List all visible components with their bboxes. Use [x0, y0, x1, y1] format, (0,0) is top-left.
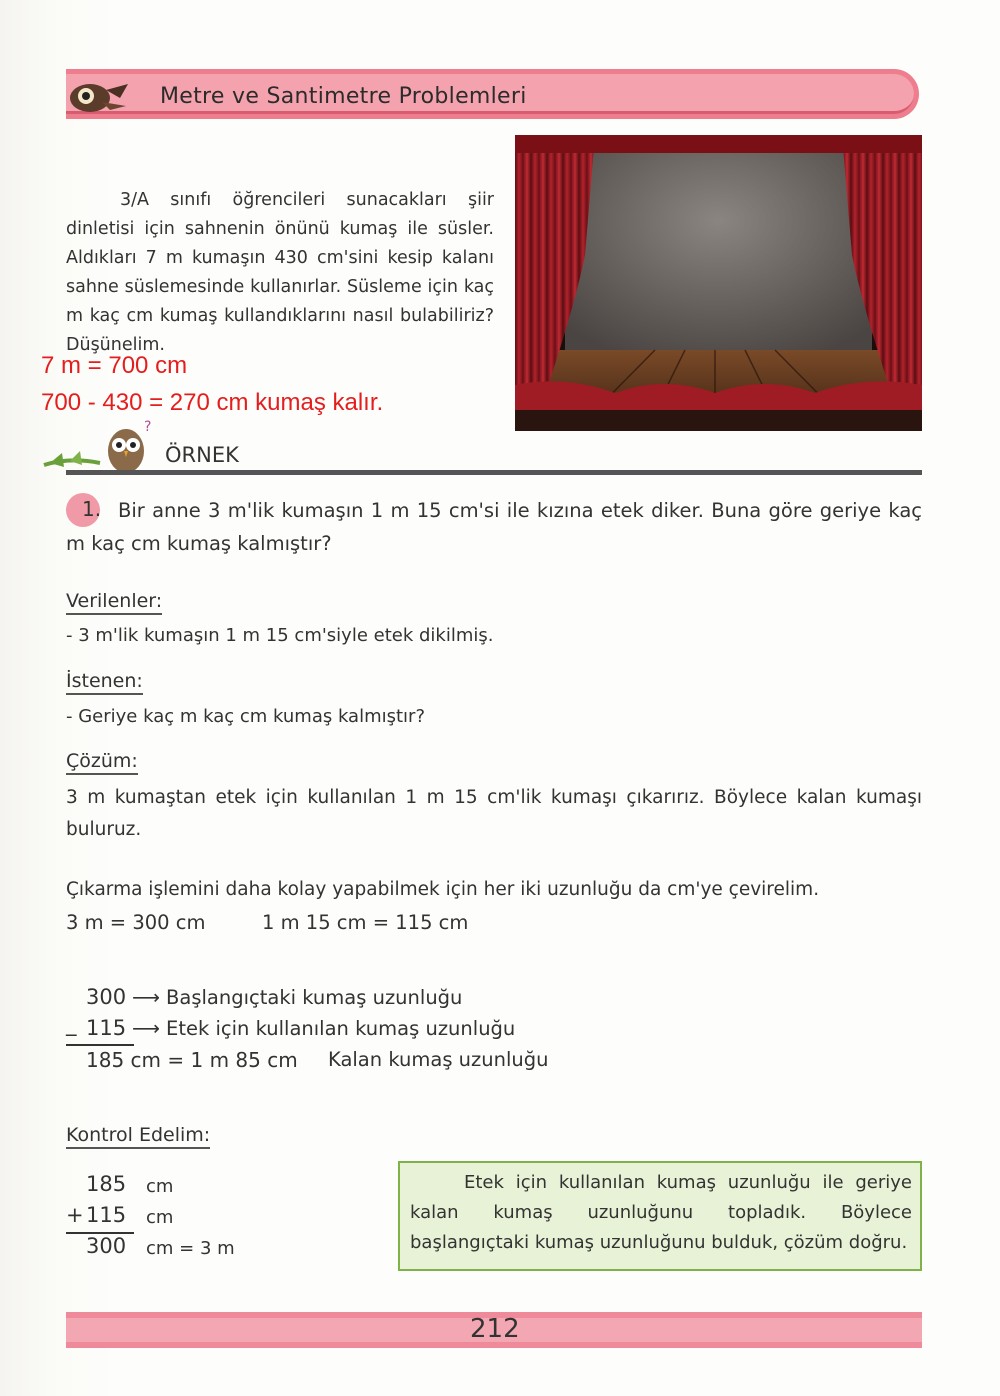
svg-text:?: ? — [144, 419, 152, 435]
handwritten-note-1: 7 m = 700 cm — [41, 352, 188, 379]
check-row1-number: 185 — [86, 1172, 127, 1196]
subtraction-top: 300 — [86, 985, 127, 1009]
solution-heading: Çözüm: — [66, 750, 138, 775]
page-title: Metre ve Santimetre Problemleri — [160, 84, 527, 109]
subtraction-result-label: Kalan kumaş uzunluğu — [328, 1048, 549, 1071]
solution-text: 3 m kumaştan etek için kullanılan 1 m 15 cm'lik kumaşı çıkarırız. Böylece kalan kumaşı buluruz. — [66, 787, 922, 840]
subtraction-result: 185 cm = 1 m 85 cm — [86, 1048, 298, 1072]
section-divider — [66, 470, 922, 475]
check-row2-number: 115 — [86, 1203, 127, 1227]
theater-stage-image — [515, 135, 922, 431]
question-number: 1. — [82, 497, 102, 521]
subtraction-operator: _ — [66, 1012, 77, 1036]
check-row2-unit: cm — [146, 1207, 174, 1228]
subtraction-bottom-label: Etek için kullanılan kumaş uzunluğu — [166, 1017, 516, 1040]
asked-item: - Geriye kaç m kaç cm kumaş kalmıştır? — [66, 706, 426, 727]
intro-paragraph: 3/A sınıfı öğrencileri sunacakları şiir dinletisi için sahnenin önünü kumaş ile süsler. Aldıkları 7 m kumaşın 430 cm'sini kesip kalanı sahne süslemesinde kullanırlar. Süsleme için kaç m kaç cm kumaş kullandıklarını nasıl bulabiliriz? Düşünelim. — [66, 190, 494, 355]
bird-icon — [66, 76, 136, 116]
check-result-number: 300 — [86, 1234, 127, 1258]
check-operator: + — [66, 1203, 84, 1227]
subtraction-top-label: Başlangıçtaki kumaş uzunluğu — [166, 986, 463, 1009]
explanation-text: Etek için kullanılan kumaş uzunluğu ile geriye kalan kumaş uzunluğunu topladık. Böylece başlangıçtaki kumaş uzunluğunu bulduk, çözüm doğru. — [410, 1172, 912, 1253]
check-heading: Kontrol Edelim: — [66, 1124, 210, 1149]
subtraction-line — [66, 1044, 134, 1046]
conversion-2: 1 m 15 cm = 115 cm — [262, 911, 469, 934]
handwritten-note-2: 700 - 430 = 270 cm kumaş kalır. — [41, 389, 384, 416]
owl-icon — [40, 413, 170, 477]
page-number: 212 — [470, 1314, 520, 1344]
arrow-icon: ⟶ — [132, 986, 160, 1009]
subtraction-bottom: 115 — [86, 1016, 127, 1040]
given-item: - 3 m'lik kumaşın 1 m 15 cm'siyle etek dikilmiş. — [66, 625, 494, 646]
check-result-rest: cm = 3 m — [146, 1238, 235, 1259]
conversion-text: Çıkarma işlemini daha kolay yapabilmek için her iki uzunluğu da cm'ye çevirelim. — [66, 879, 820, 900]
conversion-1: 3 m = 300 cm — [66, 911, 206, 934]
example-label: ÖRNEK — [165, 443, 239, 467]
asked-heading: İstenen: — [66, 670, 143, 695]
example-question: Bir anne 3 m'lik kumaşın 1 m 15 cm'si ile kızına etek diker. Buna göre geriye kaç m kaç cm kumaş kalmıştır? — [66, 499, 922, 555]
given-heading: Verilenler: — [66, 590, 162, 615]
check-row1-unit: cm — [146, 1176, 174, 1197]
arrow-icon: ⟶ — [132, 1017, 160, 1040]
